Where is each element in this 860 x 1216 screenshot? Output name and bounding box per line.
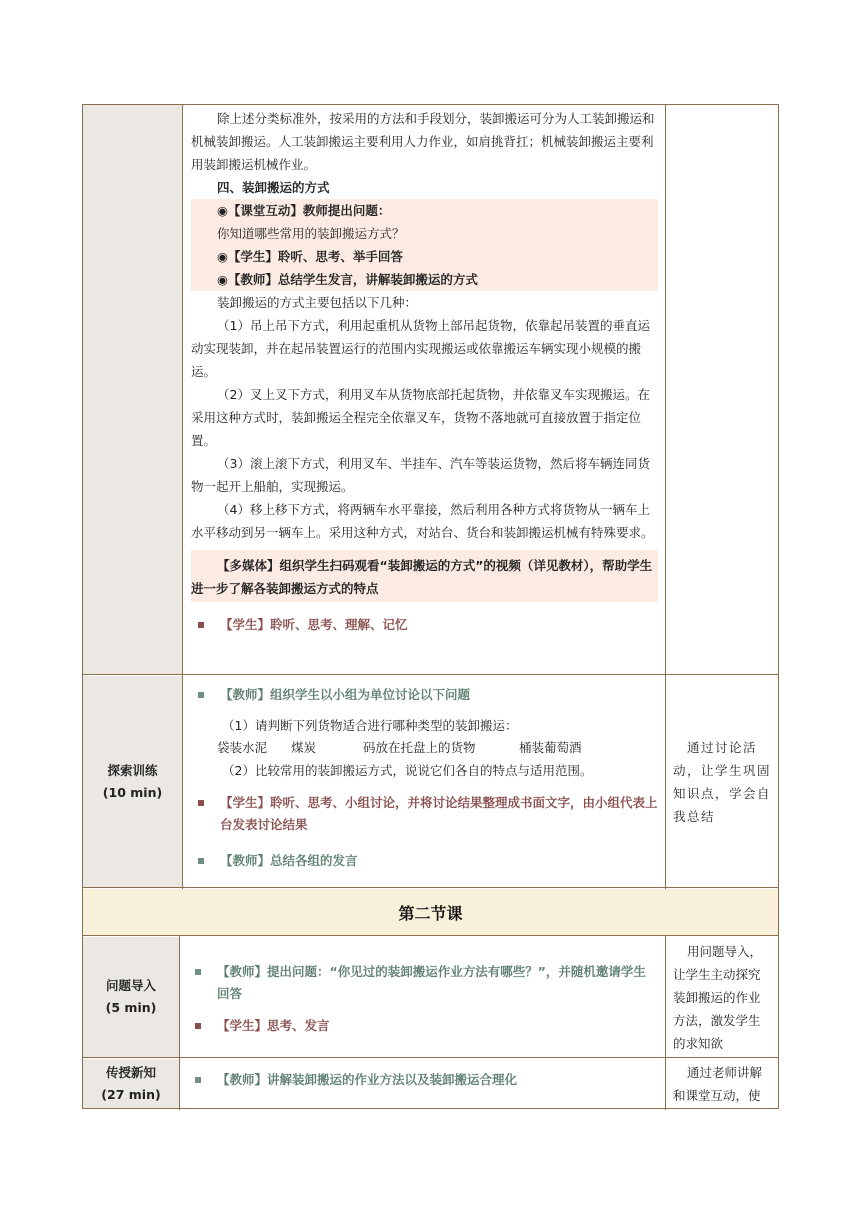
- paragraph-classification: 除上述分类标准外，按采用的方法和手段划分，装卸搬运可分为人工装卸搬运和机械装卸搬运。人工装卸搬运主要利用人力作业，如肩挑背扛；机械装卸搬运主要利用装卸搬运机械作业。: [191, 111, 655, 172]
- design-intent: 通过讨论活动，让学生巩固知识点，学会自我总结: [673, 739, 772, 824]
- square-bullet-icon: [195, 969, 201, 975]
- goods-list: [184, 737, 664, 759]
- stage-time: (10 min): [102, 784, 163, 800]
- student-bullet: [184, 792, 664, 836]
- row-divider: [83, 887, 778, 888]
- teacher-activity: 【教师】讲解装卸搬运的作业方法以及装卸搬运合理化: [217, 1072, 518, 1087]
- heading-loading-methods: 四、装卸搬运的方式: [217, 180, 330, 195]
- goods-item: 桶装葡萄酒: [519, 740, 582, 755]
- multimedia-text: 【多媒体】组织学生扫码观看“装卸搬运的方式”的视频（详见教材），帮助学生进一步了解各装卸搬运方式的特点: [191, 558, 653, 596]
- row-divider: [83, 1057, 778, 1058]
- lesson-plan-table: [82, 104, 779, 1109]
- interaction-block: [191, 199, 658, 291]
- goods-item: 煤炭: [291, 740, 317, 755]
- stage-title: 传授新知: [105, 1064, 156, 1080]
- column-divider: [665, 105, 666, 889]
- teacher-activity: 【教师】提出问题：“你见过的装卸搬运作业方法有哪些？”，并随机邀请学生回答: [217, 964, 646, 1001]
- row-divider: [83, 935, 778, 936]
- row1-content-cell: [184, 105, 664, 674]
- question-1: （1）请判断下列货物适合进行哪种类型的装卸搬运：: [222, 718, 518, 733]
- design-intent: 通过老师讲解和课堂互动，使: [673, 1065, 763, 1103]
- methods-intro: 装卸搬运的方式主要包括以下几种：: [217, 295, 418, 310]
- goods-item: 码放在托盘上的货物: [363, 740, 476, 755]
- student-activity: 【学生】聆听、思考、小组讨论，并将讨论结果整理成书面文字，由小组代表上台发表讨论结果: [220, 795, 658, 832]
- classroom-interaction: ◉【课堂互动】教师提出问题：: [217, 203, 391, 218]
- stage-title: 探索训练: [107, 762, 158, 778]
- question-2: （2）比较常用的装卸搬运方式，说说它们各自的特点与适用范围。: [222, 763, 593, 778]
- section-header: [83, 889, 778, 935]
- method-1: （1）吊上吊下方式，利用起重机从货物上部吊起货物，依靠起吊装置的垂直运动实现装卸，并在起吊装置运行的范围内实现搬运或依靠搬运车辆实现小规模的搬运。: [191, 318, 650, 379]
- teacher-bullet: [181, 961, 664, 1005]
- student-bullet: [181, 1015, 664, 1037]
- method-3: （3）滚上滚下方式，利用叉车、半挂车、汽车等装运货物，然后将车辆连同货物一起开上船舶，实现搬运。: [191, 456, 650, 494]
- column-divider: [182, 105, 183, 889]
- column-divider: [179, 935, 180, 1110]
- stage-time: (5 min): [105, 1000, 157, 1015]
- student-activity: 【学生】聆听、思考、理解、记忆: [220, 617, 408, 632]
- square-bullet-icon: [198, 858, 204, 864]
- student-response: ◉【学生】聆听、思考、举手回答: [217, 249, 403, 264]
- teacher-activity: 【教师】总结各组的发言: [220, 853, 358, 868]
- design-intent: 用问题导入，让学生主动探究装卸搬运的作业方法，激发学生的求知欲: [673, 943, 763, 1051]
- teacher-bullet: [184, 850, 664, 872]
- row2-notes-cell: [667, 676, 777, 887]
- multimedia-block: [191, 550, 658, 602]
- row3-content-cell: [181, 937, 664, 1057]
- row3-label-cell: [83, 937, 179, 1057]
- teacher-summary: ◉【教师】总结学生发言，讲解装卸搬运的方式: [217, 272, 478, 287]
- square-bullet-icon: [198, 692, 204, 698]
- teacher-bullet: [181, 1069, 664, 1091]
- row4-content-cell: [181, 1059, 664, 1108]
- row1-label-cell: [83, 105, 182, 674]
- row2-content-cell: [184, 676, 664, 887]
- row4-notes-cell: [667, 1059, 777, 1108]
- square-bullet-icon: [198, 800, 204, 806]
- teacher-activity: 【教师】组织学生以小组为单位讨论以下问题: [220, 687, 471, 702]
- row3-notes-cell: [667, 937, 777, 1057]
- method-2: （2）叉上叉下方式，利用叉车从货物底部托起货物，并依靠叉车实现搬运。在采用这种方式时，装卸搬运全程完全依靠叉车，货物不落地就可直接放置于指定位置。: [191, 387, 650, 448]
- goods-item: 袋装水泥: [217, 740, 268, 755]
- student-activity: 【学生】思考、发言: [217, 1018, 330, 1033]
- stage-title: 问题导入: [105, 978, 156, 993]
- row4-label-cell: [83, 1059, 179, 1108]
- teacher-bullet: [184, 684, 664, 706]
- square-bullet-icon: [198, 622, 204, 628]
- stage-time: (27 min): [101, 1086, 161, 1102]
- column-divider: [665, 935, 666, 1110]
- square-bullet-icon: [195, 1023, 201, 1029]
- question-text: 你知道哪些常用的装卸搬运方式？: [217, 226, 405, 241]
- section-title: 第二节课: [398, 903, 463, 923]
- square-bullet-icon: [195, 1077, 201, 1083]
- method-4: （4）移上移下方式，将两辆车水平靠接，然后利用各种方式将货物从一辆车上水平移动到另一辆车上。采用这种方式，对站台、货台和装卸搬运机械有特殊要求。: [191, 502, 654, 540]
- row-divider: [83, 674, 778, 675]
- row2-label-cell: [83, 676, 182, 887]
- student-bullet-row1: [184, 614, 664, 636]
- row1-notes-cell: [667, 105, 777, 674]
